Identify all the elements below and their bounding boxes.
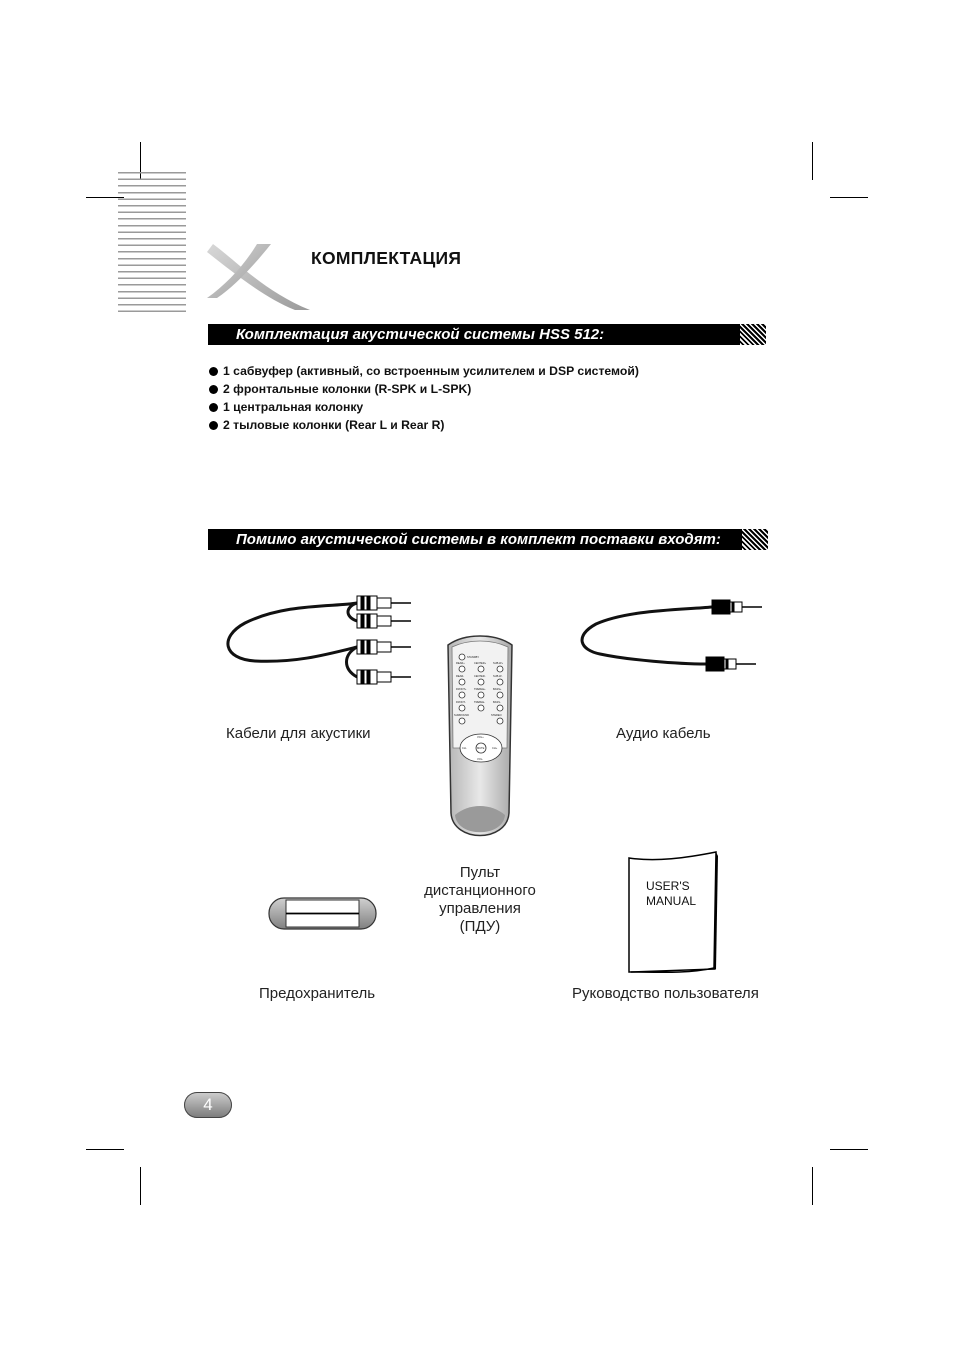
caption-audio-cable: Аудио кабель (616, 725, 711, 742)
audio-cable-illustration (578, 592, 768, 682)
section-banner-speaker-set (208, 324, 766, 345)
bullet-icon (209, 421, 218, 430)
list-item: 1 центральная колонку (209, 398, 639, 416)
crop-mark-bl-horizontal (86, 1149, 124, 1150)
caption-remote-line2: дистанционного (424, 882, 536, 899)
crop-mark-tr-vertical (812, 142, 813, 180)
crop-mark-br-vertical (812, 1167, 813, 1205)
remote-label: SUB.W+ (493, 662, 504, 665)
remote-label: CH- (462, 747, 467, 750)
manual-cover-text (646, 879, 696, 909)
remote-label: FRONT+ (456, 688, 467, 691)
remote-label: STEREO (491, 714, 502, 717)
remote-label: STANDBY (467, 656, 480, 659)
remote-label: REAR+ (456, 662, 465, 665)
caption-remote-control (410, 864, 550, 936)
section-heading-speaker-set: Комплектация акустической системы HSS 512: (236, 326, 605, 343)
remote-label: REAR- (456, 675, 465, 678)
crop-mark-br-horizontal (830, 1149, 868, 1150)
remote-label: TREBLE- (474, 701, 485, 704)
remote-label: BASS+ (493, 688, 502, 691)
fuse-illustration (268, 896, 378, 932)
remote-label: FRONT- (456, 701, 466, 704)
list-item: 2 фронтальные колонки (R-SPK и L-SPK) (209, 380, 639, 398)
x-logo-icon (205, 240, 315, 312)
remote-label: VOL+ (477, 736, 484, 739)
speaker-cables-illustration (225, 585, 420, 695)
page-number-badge: 4 (184, 1092, 232, 1118)
manual-cover-line2: MANUAL (646, 894, 697, 908)
remote-label: CENTER+ (474, 662, 487, 665)
bullet-icon (209, 367, 218, 376)
caption-speaker-cables: Кабели для акустики (226, 725, 371, 742)
remote-label: SURROUND (454, 714, 469, 717)
section-heading-accessories: Помимо акустической системы в комплект поставки входят: (236, 531, 721, 548)
remote-label: CH+ (492, 747, 498, 750)
banner-hatch-decoration (742, 529, 768, 550)
caption-fuse: Предохранитель (259, 985, 376, 1002)
users-manual-illustration (626, 850, 720, 976)
manual-cover-line1: USER'S (646, 879, 690, 893)
remote-label: SUB.W- (493, 675, 503, 678)
remote-control-illustration (445, 633, 515, 853)
caption-users-manual: Руководство пользователя (572, 985, 759, 1002)
package-contents-list (209, 362, 639, 434)
remote-label: VOL- (477, 758, 484, 761)
bullet-icon (209, 403, 218, 412)
section-banner-accessories (208, 529, 768, 550)
page-title: КОМПЛЕКТАЦИЯ (311, 248, 462, 268)
bullet-icon (209, 385, 218, 394)
list-item: 1 сабвуфер (активный, со встроенным усилителем и DSP системой) (209, 362, 639, 380)
list-item: 2 тыловые колонки (Rear L и Rear R) (209, 416, 639, 434)
remote-label: MUTE (477, 747, 485, 750)
caption-remote-line1: Пульт (459, 864, 501, 881)
remote-label: BASS- (493, 701, 501, 704)
remote-label: CENTER- (474, 675, 486, 678)
caption-remote-line3: управления (439, 900, 521, 917)
margin-stripes-decoration (118, 172, 186, 312)
remote-label: TREBLE+ (474, 688, 486, 691)
banner-hatch-decoration (740, 324, 766, 345)
crop-mark-tr-horizontal (830, 197, 868, 198)
crop-mark-bl-vertical (140, 1167, 141, 1205)
caption-remote-line4: (ПДУ) (459, 918, 501, 935)
